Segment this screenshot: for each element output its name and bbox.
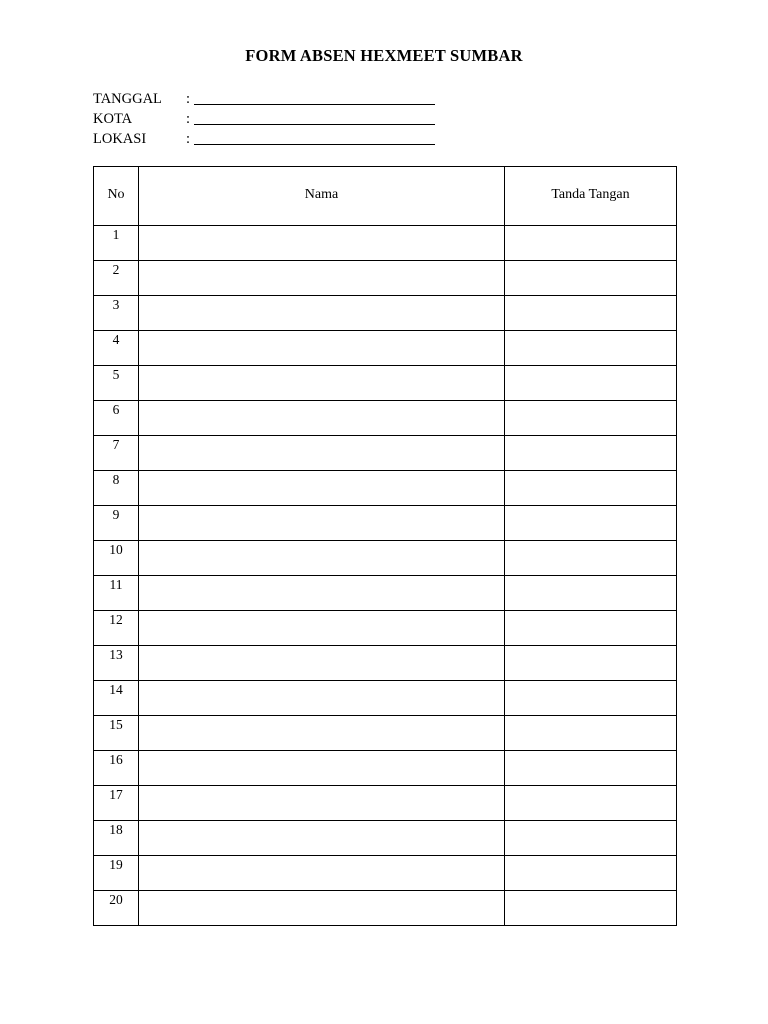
field-lokasi <box>93 128 435 148</box>
row-number: 3 <box>94 296 139 331</box>
field-kota <box>93 108 435 128</box>
name-cell[interactable] <box>139 646 505 681</box>
signature-cell[interactable] <box>505 506 677 541</box>
field-label-kota: KOTA <box>93 111 133 127</box>
row-number: 16 <box>94 751 139 786</box>
name-cell[interactable] <box>139 611 505 646</box>
name-cell[interactable] <box>139 331 505 366</box>
name-cell[interactable] <box>139 541 505 576</box>
signature-cell[interactable] <box>505 331 677 366</box>
signature-cell[interactable] <box>505 576 677 611</box>
header-nama: Nama <box>139 167 505 226</box>
signature-cell[interactable] <box>505 611 677 646</box>
table-row <box>94 856 677 891</box>
name-cell[interactable] <box>139 506 505 541</box>
table-row <box>94 751 677 786</box>
signature-cell[interactable] <box>505 716 677 751</box>
table-row <box>94 471 677 506</box>
row-number: 20 <box>94 891 139 926</box>
field-label-tanggal: TANGGAL <box>93 91 162 107</box>
signature-cell[interactable] <box>505 891 677 926</box>
row-number: 17 <box>94 786 139 821</box>
row-number: 10 <box>94 541 139 576</box>
signature-cell[interactable] <box>505 436 677 471</box>
table-row <box>94 506 677 541</box>
name-cell[interactable] <box>139 856 505 891</box>
signature-cell[interactable] <box>505 261 677 296</box>
row-number: 2 <box>94 261 139 296</box>
table-row <box>94 226 677 261</box>
table-row <box>94 891 677 926</box>
name-cell[interactable] <box>139 366 505 401</box>
row-number: 12 <box>94 611 139 646</box>
name-cell[interactable] <box>139 751 505 786</box>
table-row <box>94 611 677 646</box>
signature-cell[interactable] <box>505 541 677 576</box>
table-row <box>94 821 677 856</box>
signature-cell[interactable] <box>505 296 677 331</box>
name-cell[interactable] <box>139 891 505 926</box>
name-cell[interactable] <box>139 821 505 856</box>
field-line-lokasi[interactable] <box>194 130 435 145</box>
name-cell[interactable] <box>139 296 505 331</box>
row-number: 14 <box>94 681 139 716</box>
name-cell[interactable] <box>139 401 505 436</box>
field-line-tanggal[interactable] <box>194 90 435 105</box>
row-number: 1 <box>94 226 139 261</box>
table-row <box>94 541 677 576</box>
table-row <box>94 576 677 611</box>
signature-cell[interactable] <box>505 366 677 401</box>
name-cell[interactable] <box>139 261 505 296</box>
attendance-table <box>93 166 677 926</box>
name-cell[interactable] <box>139 576 505 611</box>
row-number: 6 <box>94 401 139 436</box>
field-colon: : <box>186 91 191 107</box>
table-row <box>94 681 677 716</box>
signature-cell[interactable] <box>505 786 677 821</box>
table-row <box>94 401 677 436</box>
name-cell[interactable] <box>139 471 505 506</box>
signature-cell[interactable] <box>505 681 677 716</box>
name-cell[interactable] <box>139 716 505 751</box>
header-tanda-tangan: Tanda Tangan <box>505 167 677 226</box>
signature-cell[interactable] <box>505 646 677 681</box>
table-row <box>94 331 677 366</box>
name-cell[interactable] <box>139 436 505 471</box>
table-row <box>94 646 677 681</box>
name-cell[interactable] <box>139 226 505 261</box>
row-number: 18 <box>94 821 139 856</box>
signature-cell[interactable] <box>505 856 677 891</box>
table-header-row <box>94 167 677 226</box>
field-label-lokasi: LOKASI <box>93 131 147 147</box>
row-number: 9 <box>94 506 139 541</box>
row-number: 11 <box>94 576 139 611</box>
table-row <box>94 366 677 401</box>
table-row <box>94 716 677 751</box>
field-tanggal <box>93 88 435 108</box>
field-line-kota[interactable] <box>194 110 435 125</box>
row-number: 19 <box>94 856 139 891</box>
row-number: 7 <box>94 436 139 471</box>
table-row <box>94 296 677 331</box>
row-number: 4 <box>94 331 139 366</box>
signature-cell[interactable] <box>505 751 677 786</box>
name-cell[interactable] <box>139 681 505 716</box>
signature-cell[interactable] <box>505 821 677 856</box>
field-colon: : <box>186 111 191 127</box>
table-row <box>94 436 677 471</box>
header-no: No <box>94 167 139 226</box>
row-number: 15 <box>94 716 139 751</box>
signature-cell[interactable] <box>505 401 677 436</box>
signature-cell[interactable] <box>505 226 677 261</box>
row-number: 8 <box>94 471 139 506</box>
table-row <box>94 261 677 296</box>
field-colon: : <box>186 131 191 147</box>
name-cell[interactable] <box>139 786 505 821</box>
form-fields <box>93 88 435 148</box>
row-number: 13 <box>94 646 139 681</box>
table-row <box>94 786 677 821</box>
signature-cell[interactable] <box>505 471 677 506</box>
page-title: FORM ABSEN HEXMEET SUMBAR <box>245 46 523 65</box>
row-number: 5 <box>94 366 139 401</box>
